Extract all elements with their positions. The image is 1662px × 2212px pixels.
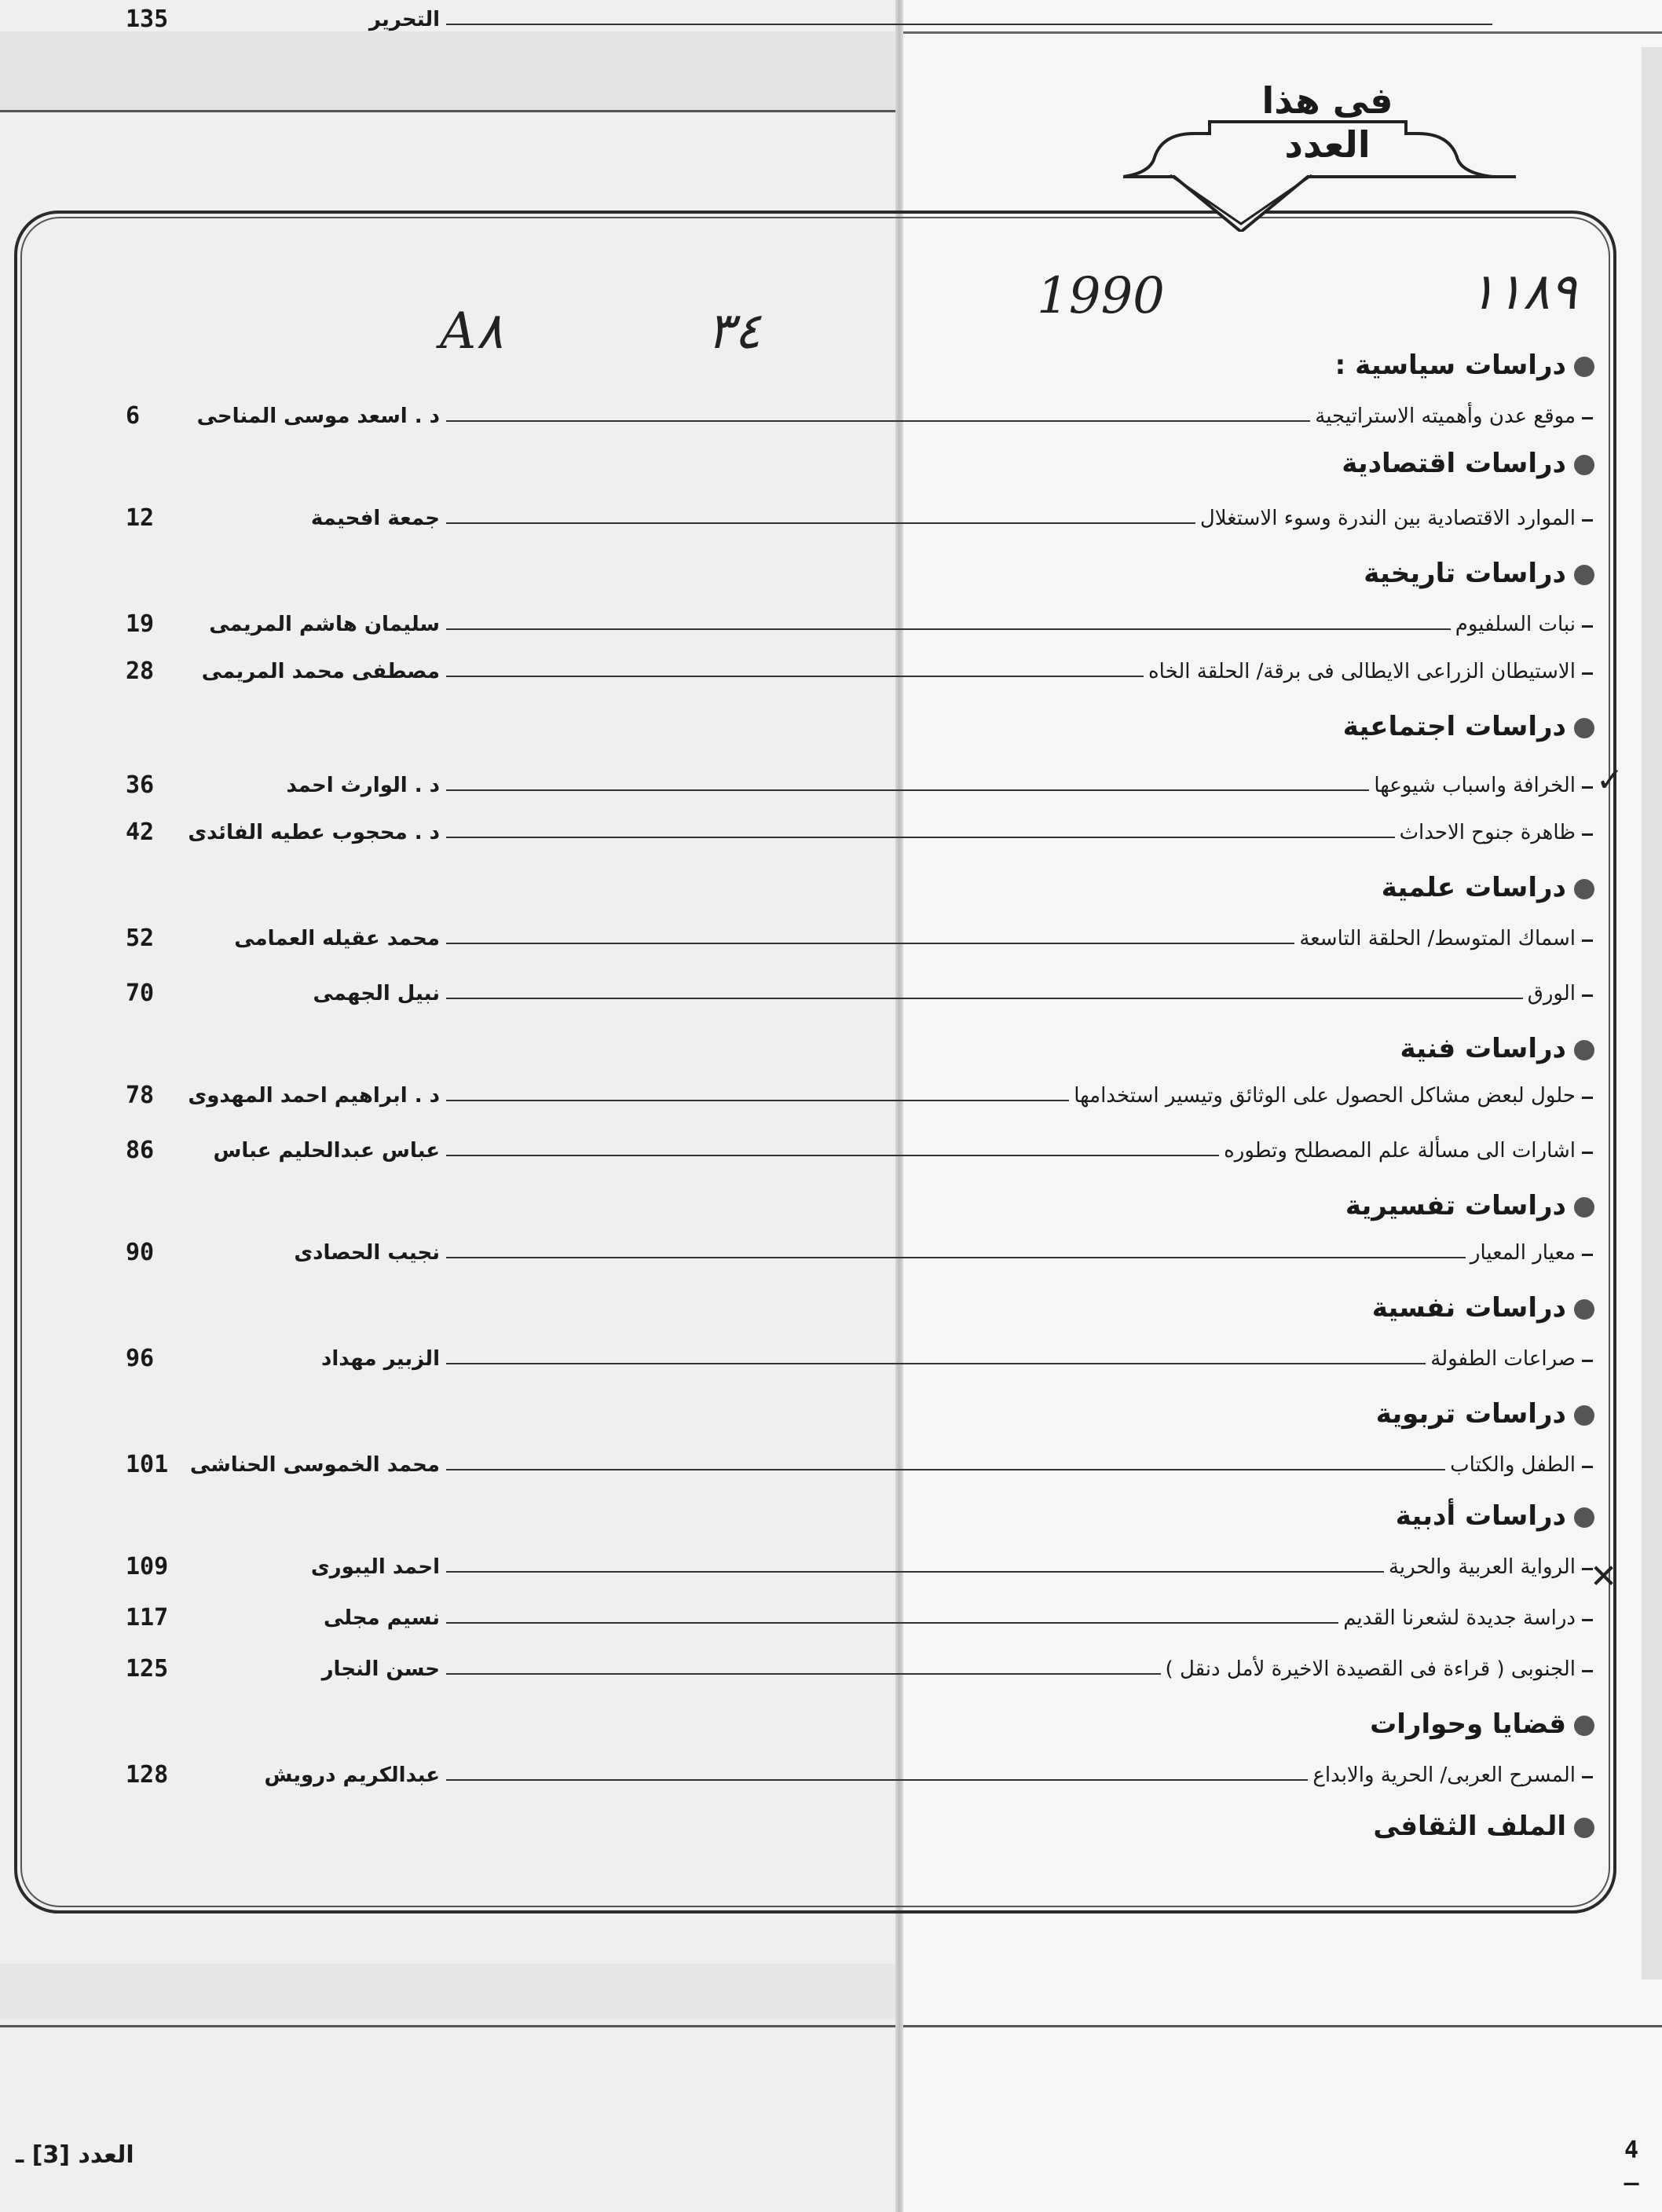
section-heading-label: قضايا وحوارات — [1370, 1708, 1566, 1740]
footer-issue: العدد [3] ـ — [16, 2141, 134, 2169]
entry-author: عبدالكريم درويش — [264, 1763, 440, 1787]
entry-dash — [1582, 1254, 1593, 1256]
section-heading — [1345, 1182, 1594, 1229]
entry-title: الورق — [1527, 982, 1576, 1005]
entry-title: الطفل والكتاب — [1450, 1453, 1576, 1477]
section-heading — [1373, 1803, 1594, 1850]
entry-author: سليمان هاشم المريمى — [209, 613, 440, 636]
entry-author: التحرير — [368, 8, 440, 31]
entry-title: المسرح العربى/ الحرية والابداع — [1312, 1763, 1576, 1787]
toc-entry — [0, 1547, 1662, 1587]
handwritten-year: 1990 — [1037, 267, 1165, 325]
entry-page-number: 70 — [126, 980, 155, 1007]
entry-page-number: 96 — [126, 1345, 155, 1372]
entry-page-number: 101 — [126, 1451, 169, 1478]
entry-page-number: 36 — [126, 771, 155, 799]
leader-line — [446, 1779, 1308, 1781]
toc-entry — [0, 0, 1662, 39]
section-heading — [1376, 1390, 1594, 1437]
section-heading — [1342, 440, 1594, 487]
entry-author: مصطفى محمد المريمى — [201, 660, 440, 683]
entry-page-number: 109 — [126, 1553, 169, 1580]
entry-dash — [1582, 417, 1593, 419]
toc-entry — [0, 1131, 1662, 1170]
entry-title: الموارد الاقتصادية بين الندرة وسوء الاستغلال — [1199, 507, 1576, 530]
leader-line — [446, 1155, 1219, 1156]
entry-title: ظاهرة جنوح الاحداث — [1399, 821, 1576, 844]
entry-author: محمد الخموسى الحناشى — [189, 1453, 440, 1477]
entry-page-number: 86 — [126, 1137, 155, 1164]
section-bullet-icon — [1574, 1197, 1594, 1218]
section-bullet-icon — [1574, 1405, 1594, 1426]
banner-line-1: فى هذا — [1261, 79, 1393, 122]
section-bullet-icon — [1574, 565, 1594, 585]
entry-page-number: 125 — [126, 1655, 169, 1683]
section-heading-label: دراسات تاريخية — [1364, 558, 1566, 589]
entry-author: د . ابراهيم احمد المهدوى — [188, 1084, 440, 1108]
section-bullet-icon — [1574, 1818, 1594, 1838]
toc-entry — [0, 499, 1662, 538]
entry-title: صراعات الطفولة — [1430, 1347, 1576, 1371]
toc-entry — [0, 1445, 1662, 1485]
section-heading-label: دراسات اجتماعية — [1342, 711, 1566, 742]
leader-line — [446, 1673, 1161, 1675]
banner-title — [1233, 79, 1422, 167]
leader-line — [446, 628, 1451, 630]
entry-title: حلول لبعض مشاكل الحصول على الوثائق وتيسير استخدامها — [1074, 1084, 1576, 1108]
section-heading — [1372, 1284, 1594, 1331]
entry-title: معيار المعيار — [1470, 1241, 1576, 1265]
entry-dash — [1582, 625, 1593, 628]
toc-entry — [0, 1599, 1662, 1638]
toc-entry — [0, 652, 1662, 691]
section-heading-label: دراسات تفسيرية — [1345, 1190, 1566, 1221]
top-band — [0, 31, 900, 110]
leader-line — [446, 522, 1195, 524]
bottom-rule-right — [900, 2025, 1662, 2027]
toc-entry — [0, 766, 1662, 805]
entry-page-number: 78 — [126, 1082, 155, 1109]
leader-line — [446, 943, 1294, 944]
section-bullet-icon — [1574, 879, 1594, 899]
entry-title: اسماك المتوسط/ الحلقة التاسعة — [1299, 927, 1576, 950]
leader-line — [446, 420, 1310, 422]
leader-line — [446, 1257, 1466, 1258]
entry-page-number: 6 — [126, 402, 141, 430]
entry-author: الزبير مهداد — [321, 1347, 440, 1371]
leader-line — [446, 837, 1395, 838]
section-bullet-icon — [1574, 357, 1594, 377]
entry-title: الاستيطان الزراعى الايطالى فى برقة/ الحلقة الخاه — [1148, 660, 1576, 683]
entry-author: نبيل الجهمى — [313, 982, 440, 1005]
leader-line — [446, 998, 1523, 999]
top-rule-left — [0, 110, 900, 112]
leader-line — [446, 1363, 1426, 1364]
section-heading-label: دراسات سياسية : — [1334, 350, 1566, 381]
toc-entry — [0, 1233, 1662, 1273]
section-heading-label: دراسات نفسية — [1371, 1292, 1566, 1324]
section-heading-label: دراسات فنية — [1400, 1033, 1566, 1064]
section-bullet-icon — [1574, 1507, 1594, 1528]
entry-dash — [1582, 519, 1593, 522]
handwritten-number: ١١٨٩ — [1469, 263, 1577, 321]
leader-line — [446, 1571, 1384, 1573]
entry-dash — [1582, 1619, 1593, 1621]
section-heading-label: دراسات علمية — [1381, 872, 1566, 903]
leader-line — [446, 24, 1492, 25]
section-heading-label: دراسات اقتصادية — [1342, 448, 1566, 479]
entry-dash — [1582, 1097, 1593, 1099]
toc-entry — [0, 605, 1662, 644]
section-heading — [1364, 550, 1594, 597]
section-bullet-icon — [1574, 1716, 1594, 1736]
section-heading — [1370, 1701, 1594, 1748]
section-heading — [1396, 1492, 1594, 1540]
section-heading-label: الملف الثقافى — [1373, 1811, 1566, 1842]
entry-author: د . اسعد موسى المناحى — [196, 405, 440, 428]
entry-dash — [1582, 994, 1593, 997]
cross-mark: ✕ — [1590, 1557, 1618, 1595]
entry-author: نجيب الحصادى — [294, 1241, 440, 1265]
section-heading — [1343, 703, 1594, 750]
entry-page-number: 90 — [126, 1239, 155, 1266]
entry-title: نبات السلفيوم — [1455, 613, 1576, 636]
entry-dash — [1582, 1360, 1593, 1362]
entry-author: حسن النجار — [321, 1657, 440, 1681]
entry-dash — [1582, 1776, 1593, 1778]
entry-dash — [1582, 786, 1593, 789]
entry-page-number: 12 — [126, 504, 155, 532]
entry-dash — [1582, 833, 1593, 836]
section-bullet-icon — [1574, 718, 1594, 738]
leader-line — [446, 1100, 1069, 1101]
entry-page-number: 135 — [126, 5, 169, 33]
bottom-rule-left — [0, 2025, 900, 2027]
entry-author: محمد عقيله العمامى — [234, 927, 440, 950]
entry-page-number: 28 — [126, 657, 155, 685]
toc-entry — [0, 1076, 1662, 1115]
footer-page-number: 4 ـ — [1624, 2137, 1639, 2192]
section-bullet-icon — [1574, 1299, 1594, 1320]
entry-title: الجنوبى ( قراءة فى القصيدة الاخيرة لأمل دنقل ) — [1165, 1657, 1576, 1681]
section-bullet-icon — [1574, 455, 1594, 475]
entry-title: دراسة جديدة لشعرنا القديم — [1343, 1606, 1576, 1630]
entry-page-number: 42 — [126, 819, 155, 846]
entry-title: الخرافة واسباب شيوعها — [1374, 774, 1576, 797]
section-heading — [1335, 342, 1594, 389]
entry-title: الرواية العربية والحرية — [1388, 1555, 1576, 1579]
toc-entry — [0, 1339, 1662, 1379]
section-heading — [1400, 1025, 1594, 1072]
section-heading-label: دراسات أدبية — [1395, 1500, 1566, 1532]
bottom-band — [0, 1964, 900, 2019]
entry-dash — [1582, 939, 1593, 942]
entry-author: احمد اليبورى — [310, 1555, 440, 1579]
entry-dash — [1582, 1152, 1593, 1154]
check-mark: ✓ — [1596, 760, 1624, 799]
toc-entry — [0, 1650, 1662, 1689]
handwritten-note-middle: ٣٤ — [707, 302, 761, 361]
entry-author: جمعة افحيمة — [310, 507, 440, 530]
entry-title: اشارات الى مسألة علم المصطلح وتطوره — [1224, 1139, 1576, 1163]
entry-author: د . الوارث احمد — [286, 774, 440, 797]
leader-line — [446, 1469, 1445, 1470]
entry-author: نسيم مجلى — [323, 1606, 440, 1630]
entry-page-number: 52 — [126, 925, 155, 952]
section-heading — [1382, 864, 1594, 911]
entry-title: موقع عدن وأهميته الاستراتيجية — [1315, 405, 1576, 428]
leader-line — [446, 676, 1144, 677]
toc-entry — [0, 1756, 1662, 1795]
entry-dash — [1582, 672, 1593, 675]
section-heading-label: دراسات تربوية — [1375, 1398, 1566, 1430]
entry-author: عباس عبدالحليم عباس — [213, 1139, 440, 1163]
handwritten-note-left: A٨ — [440, 302, 503, 361]
toc-entry — [0, 813, 1662, 852]
toc-entry — [0, 919, 1662, 958]
entry-dash — [1582, 1670, 1593, 1672]
entry-page-number: 117 — [126, 1604, 169, 1632]
entry-page-number: 128 — [126, 1761, 169, 1789]
leader-line — [446, 789, 1369, 791]
leader-line — [446, 1622, 1338, 1624]
banner-line-2: العدد — [1284, 123, 1371, 166]
next-page-edge — [1642, 47, 1662, 1979]
section-bullet-icon — [1574, 1040, 1594, 1060]
entry-dash — [1582, 1466, 1593, 1468]
toc-entry — [0, 974, 1662, 1013]
entry-author: د . محجوب عطيه الفائدى — [188, 821, 440, 844]
toc-entry — [0, 397, 1662, 436]
entry-page-number: 19 — [126, 610, 155, 638]
